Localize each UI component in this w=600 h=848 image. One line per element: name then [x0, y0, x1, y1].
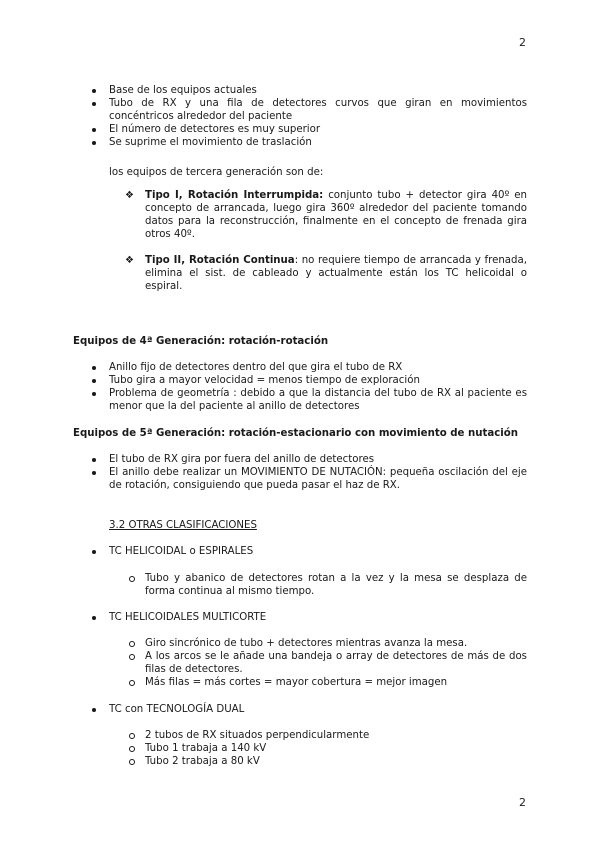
list-item: Se suprime el movimiento de traslación [109, 136, 527, 149]
list-item: A los arcos se le añade una bandeja o array de detectores de más de dos filas de detectores. [145, 651, 527, 675]
intro-bullet-list [109, 84, 527, 149]
list-item: El número de detectores es muy superior [109, 123, 527, 136]
list-item: TC HELICOIDAL o ESPIRALES [109, 545, 527, 558]
list-item: Tubo gira a mayor velocidad = menos tiempo de exploración [109, 374, 527, 387]
list-item: Tubo 1 trabaja a 140 kV [145, 742, 527, 755]
list-item: TC con TECNOLOGÍA DUAL [109, 703, 527, 716]
list-item: El anillo debe realizar un MOVIMIENTO DE NUTACIÓN: pequeña oscilación del eje de rotación, consiguiendo que pueda pasar el haz de RX. [109, 467, 527, 491]
fourth-gen-heading: Equipos de 4ª Generación: rotación-rotación [73, 336, 329, 347]
list-item: Problema de geometría : debido a que la distancia del tubo de RX al paciente es menor que la del paciente al anillo de detectores [109, 388, 527, 412]
helicoidal-list [109, 545, 527, 558]
list-item: Anillo fijo de detectores dentro del que gira el tubo de RX [109, 361, 527, 374]
list-item: Tubo y abanico de detectores rotan a la vez y la mesa se desplaza de forma continua al mismo tiempo. [145, 573, 527, 597]
list-item: Base de los equipos actuales [109, 84, 527, 97]
list-item: TC HELICOIDALES MULTICORTE [109, 611, 527, 624]
dual-sublist [145, 729, 527, 768]
helicoidal-sublist [145, 572, 527, 598]
third-gen-intro: los equipos de tercera generación son de: [109, 167, 324, 178]
fifth-gen-list [109, 453, 527, 492]
list-item: Más filas = más cortes = mayor cobertura = mejor imagen [145, 676, 527, 689]
type-title: Tipo I, Rotación Interrumpida: [145, 190, 324, 201]
type-title: Tipo II, Rotación Continua [145, 255, 295, 266]
fourth-gen-list [109, 361, 527, 413]
multicorte-list [109, 611, 527, 624]
list-item: El tubo de RX gira por fuera del anillo de detectores [109, 453, 527, 466]
list-item [145, 254, 527, 293]
third-gen-type-list [145, 189, 527, 293]
page-number-top: 2 [519, 36, 526, 49]
list-item: Giro sincrónico de tubo + detectores mientras avanza la mesa. [145, 637, 527, 650]
type-text: : no requiere tiempo de arrancada y frenada, elimina el sist. de cableado y actualmente están los TC helicoidal o espiral. [145, 255, 527, 292]
page-number-bottom: 2 [519, 796, 526, 809]
list-item [145, 189, 527, 241]
list-item: Tubo 2 trabaja a 80 kV [145, 755, 527, 768]
section-title: 3.2 OTRAS CLASIFICACIONES [109, 520, 257, 531]
multicorte-sublist [145, 637, 527, 689]
dual-list [109, 703, 527, 716]
list-item: 2 tubos de RX situados perpendicularmente [145, 729, 527, 742]
list-item: Tubo de RX y una fila de detectores curvos que giran en movimientos concéntricos alrededor del paciente [109, 98, 527, 122]
type-text: conjunto tubo + detector gira 40º en concepto de arrancada, luego gira 360º alrededor del paciente tomando datos para la reconstrucción, finalmente en el concepto de frenada gira otros 40º. [145, 190, 527, 240]
fifth-gen-heading: Equipos de 5ª Generación: rotación-estacionario con movimiento de nutación [73, 428, 519, 439]
